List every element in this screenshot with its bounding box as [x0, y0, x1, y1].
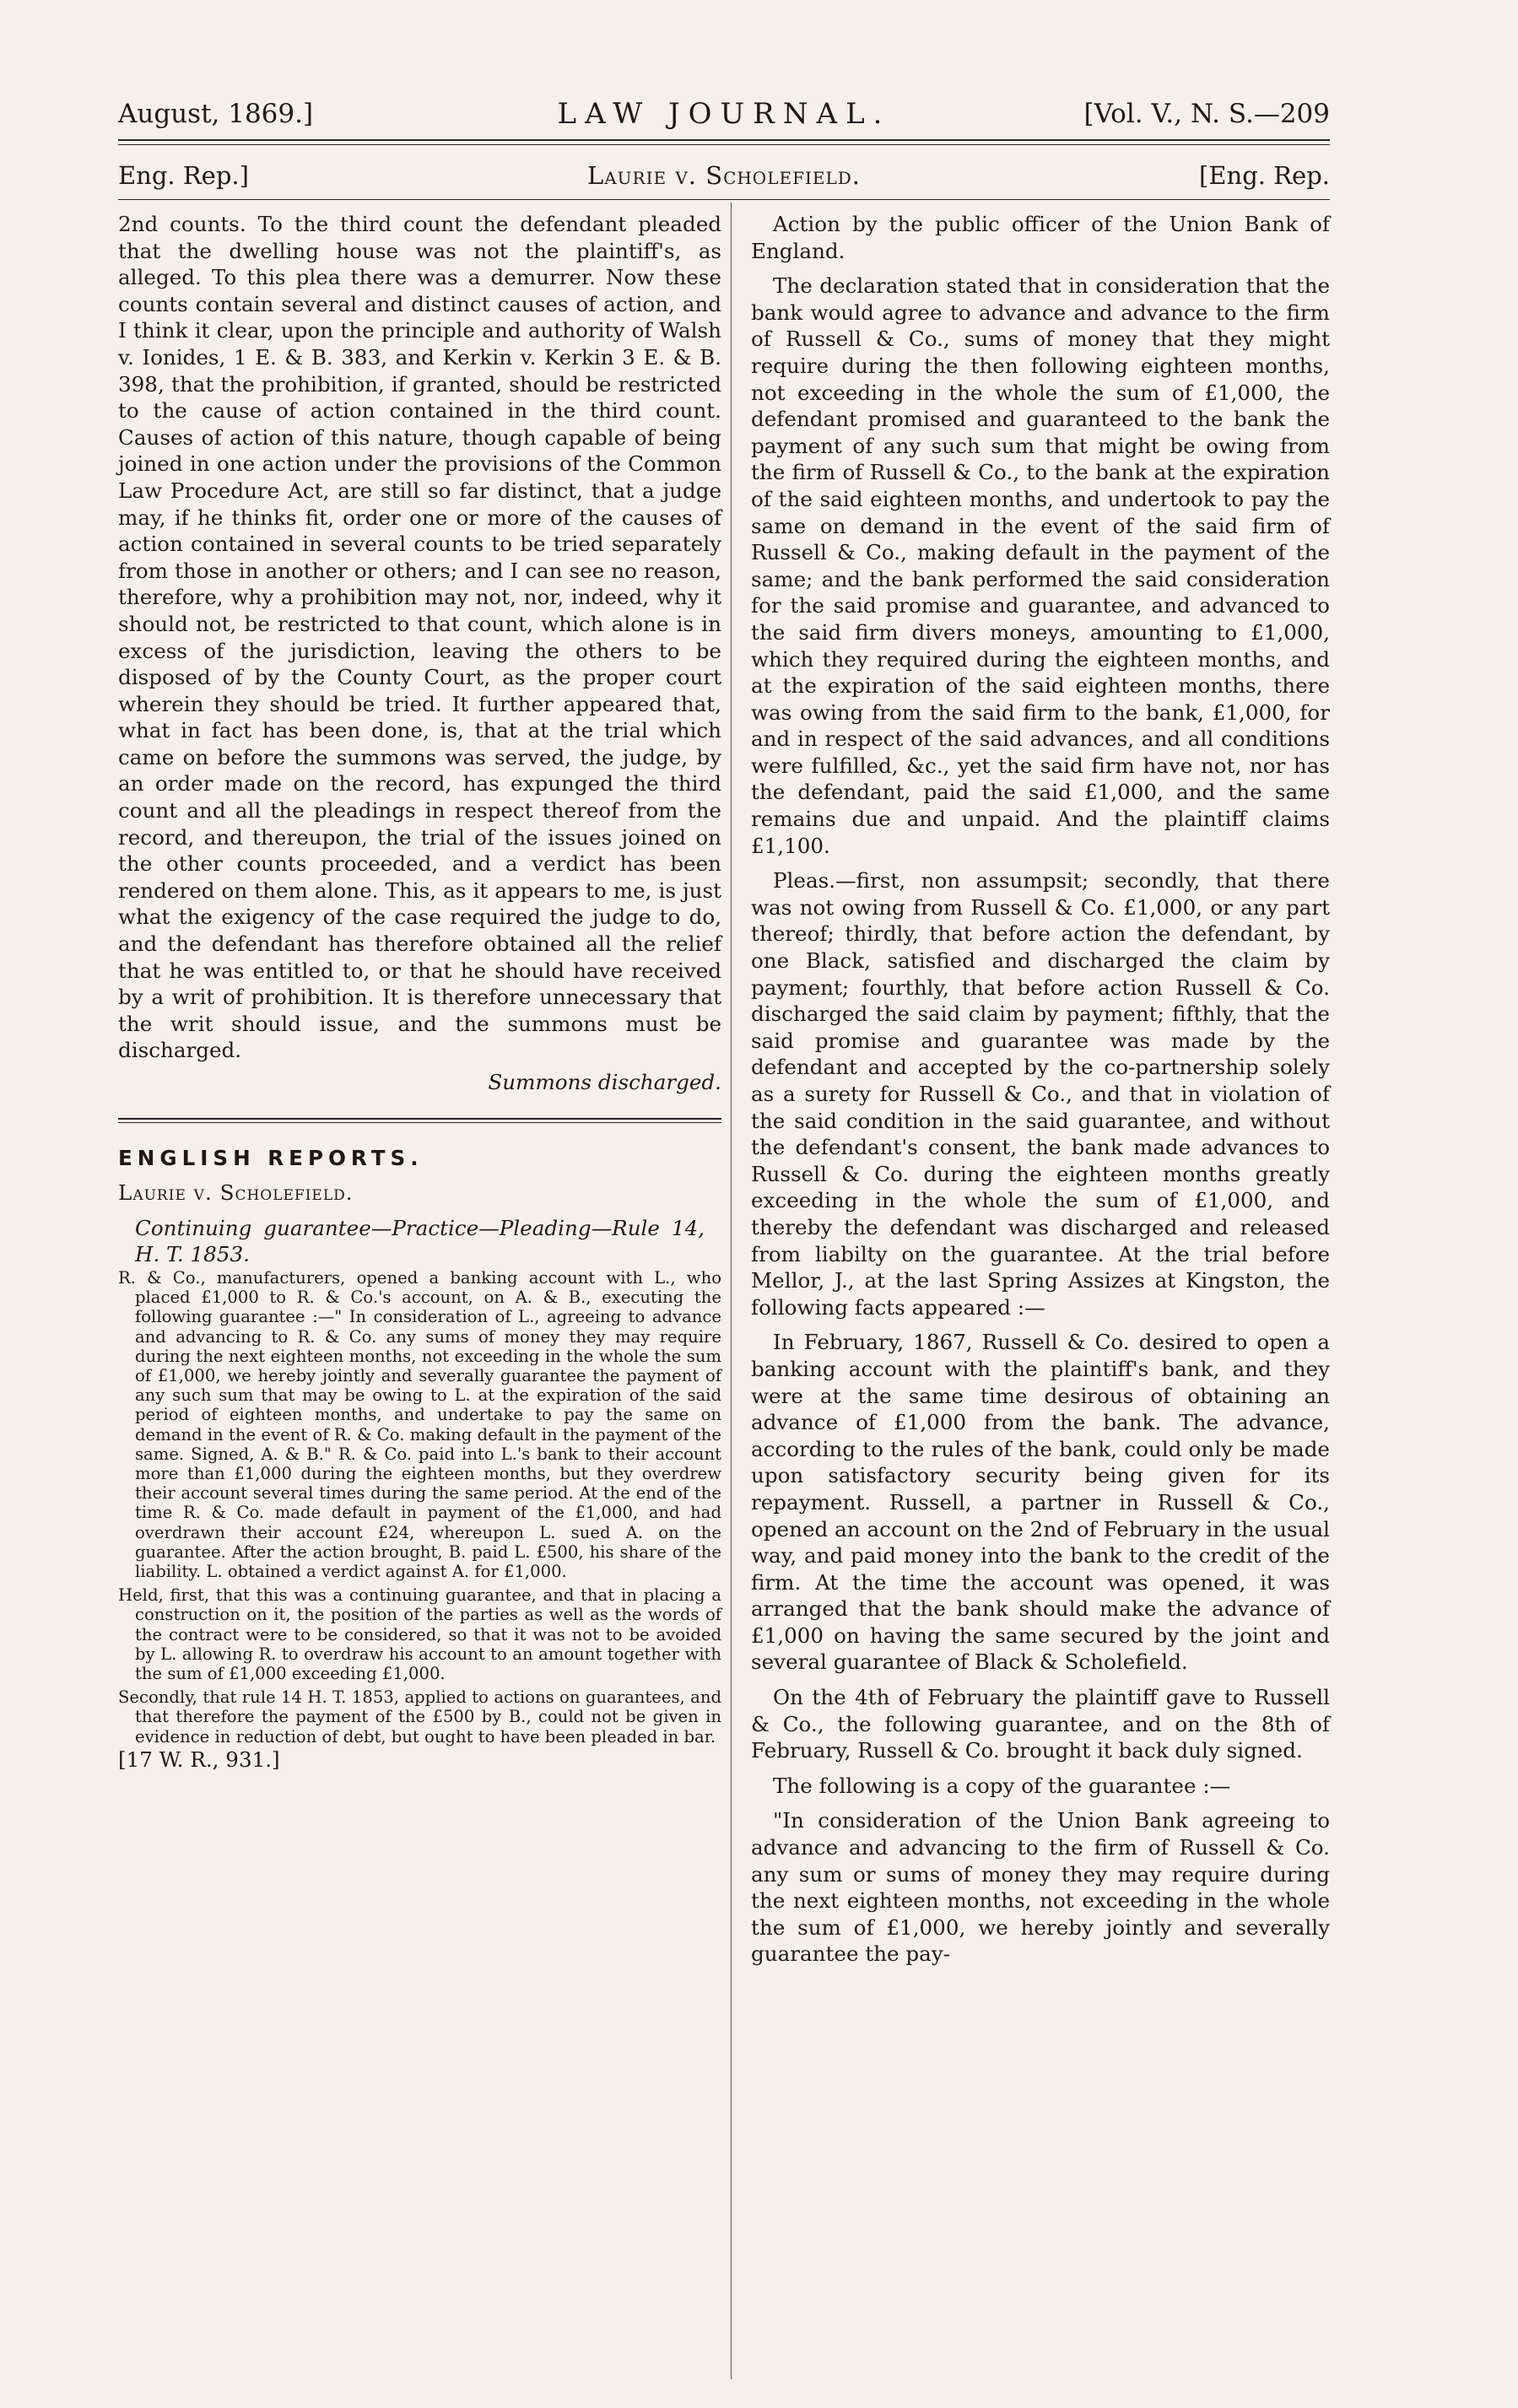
header-rule [118, 139, 1330, 141]
judgment-paragraph: 2nd counts. To the third count the defendant pleaded that the dwelling house was not the plaintiff's, as alleged. To this plea there was a demurrer. Now these counts contain several and distinct causes of action, and I think it clear, upon the principle and authority of Walsh v. Ionides, 1 E. & B. 383, and Kerkin v. Kerkin 3 E. & B. 398, that the prohibition, if granted, should be restricted to the cause of action contained in the third count. Causes of action of this nature, though capable of being joined in one action under the provisions of the Common Law Procedure Act, are still so far distinct, that a judge may, if he thinks fit, order one or more of the causes of action contained in several counts to be tried separately from those in another or others; and I can see no reason, therefore, why a prohibition may not, nor, indeed, why it should not, be restricted to that count, which alone is in excess of the jurisdiction, leaving the others to be disposed of by the County Court, as the proper court wherein they should be tried. It further appeared that, what in fact has been done, is, that at the trial which came on before the summons was served, the judge, by an order made on the record, has expunged the third count and all the pleadings in respect thereof from the record, and thereupon, the trial of the issues joined on the other counts proceeded, and a verdict has been rendered on them alone. This, as it appears to me, is just what the exigency of the case required the judge to do, and the defendant has therefore obtained all the relief that he was entitled to, or that he should have received by a writ of prohibition. It is therefore unnecessary that the writ should issue, and the summons must be discharged. [118, 212, 721, 1063]
sub-head [118, 157, 1330, 194]
subhead-rule [118, 199, 1330, 200]
body-paragraph: The following is a copy of the guarantee :— [773, 1773, 1231, 1798]
headnote-held: Held, first, that this was a continuing guarantee, and that in placing a construction on it, the position of the parties as well as the words of the contract were to be considered, so that it was not to be avoided by L. allowing R. to overdraw his account to an amount together with the sum of £1,000 exceeding £1,000. [118, 1585, 721, 1684]
section-title: ENGLISH REPORTS. [118, 1145, 424, 1170]
headnote-secondly: Secondly, that rule 14 H. T. 1853, applied to actions on guarantees, and that therefore the payment of the £500 by B., could not be given in evidence in reduction of debt, but ought to have been pleaded in bar. [118, 1687, 721, 1747]
left-column [118, 211, 721, 1773]
report-citation: [17 W. R., 931.] [118, 1747, 280, 1772]
judgment-result: Summons discharged. [488, 1070, 721, 1094]
case-title: Laurie v. Scholefield. [118, 1180, 354, 1206]
case-running-title: Laurie v. Scholefield. [586, 161, 861, 190]
body-paragraph: In February, 1867, Russell & Co. desired to open a banking account with the plaintiff's bank, and they were at the same time desirous of obtaining an advance of £1,000 from the bank. The advance, according to the rules of the bank, could only be made upon satisfactory security being given for its repayment. Russell, a partner in Russell & Co., opened an account on the 2nd of February in the usual way, and paid money into the bank to the credit of the firm. At the time the account was opened, it was arranged that the bank should make the advance of £1,000 on having the same secured by the joint and several guarantee of Black & Scholefield. [751, 1330, 1330, 1675]
issue-date: August, 1869.] [118, 99, 314, 129]
catchwords: Continuing guarantee—Practice—Pleading—Rule 14, H. T. 1853. [135, 1215, 705, 1267]
guarantee-quote: "In consideration of the Union Bank agreeing to advance and advancing to the firm of Russell & Co. any sum or sums of money they may require during the next eighteen months, not exceeding in the whole the sum of £1,000, we hereby jointly and severally guarantee the pay- [751, 1808, 1330, 1967]
body-paragraph: Action by the public officer of the Union Bank of England. [751, 212, 1330, 263]
headnote-facts: R. & Co., manufacturers, opened a banking account with L., who placed £1,000 to R. & Co.'s account, on A. & B., executing the following guarantee :—" In consideration of L., agreeing to advance and advancing to R. & Co. any sums of money they may require during the next eighteen months, not exceeding in the whole the sum of £1,000, we hereby jointly and severally guarantee the payment of any such sum that may be owing to L. at the expiration of the said period of eighteen months, and undertake to pay the same on demand in the event of R. & Co. making default in the payment of the same. Signed, A. & B." R. & Co. paid into L.'s bank to their account more than £1,000 during the eighteen months, but they overdrew their account several times during the same period. At the end of the time R. & Co. made default in payment of the £1,000, and had overdrawn their account £24, whereupon L. sued A. on the guarantee. After the action brought, B. paid L. £500, his share of the liability. L. obtained a verdict against A. for £1,000. [118, 1267, 721, 1582]
body-paragraph: Pleas.—first, non assumpsit; secondly, that there was not owing from Russell & Co. £1,000, or any part thereof; thirdly, that before action the defendant, by one Black, satisfied and discharged the claim by payment; fourthly, that before action Russell & Co. discharged the said claim by payment; fifthly, that the said promise and guarantee was made by the defendant and accepted by the co-partnership solely as a surety for Russell & Co., and that in violation of the said condition in the said guarantee, and without the defendant's consent, the bank made advances to Russell & Co. during the eighteen months greatly exceeding in the whole the sum of £1,000, and thereby the defendant was discharged and released from liabilty on the guarantee. At the trial before Mellor, J., at the last Spring Assizes at Kingston, the following facts appeared :— [751, 868, 1330, 1320]
right-column [751, 211, 1330, 1968]
section-rule-thin [118, 1122, 721, 1123]
section-label-right: [Eng. Rep. [1199, 161, 1330, 190]
header-rule-thin [118, 144, 1330, 145]
running-head [118, 94, 1330, 133]
section-label-left: Eng. Rep.] [118, 161, 249, 190]
headnote [118, 1268, 721, 1747]
volume-page: [Vol. V., N. S.—209 [1083, 99, 1330, 129]
column-divider [731, 202, 732, 2379]
journal-title: LAW JOURNAL. [557, 97, 891, 131]
body-paragraph: The declaration stated that in consideration that the bank would agree to advance and advance to the firm of Russell & Co., sums of money that they might require during the then following eighteen months, not exceeding in the whole the sum of £1,000, the defendant promised and guaranteed to the bank the payment of any such sum that might be owing from the firm of Russell & Co., to the bank at the expiration of the said eighteen months, and undertook to pay the same on demand in the event of the said firm of Russell & Co., making default in the payment of the same; and the bank performed the said consideration for the said promise and guarantee, and advanced to the said firm divers moneys, amounting to £1,000, which they required during the eighteen months, and at the expiration of the said eighteen months, there was owing from the said firm to the bank, £1,000, for and in respect of the said advances, and all conditions were fulfilled, &c., yet the said firm have not, nor has the defendant, paid the said £1,000, and the same remains due and unpaid. And the plaintiff claims £1,100. [751, 273, 1330, 858]
body-paragraph: On the 4th of February the plaintiff gave to Russell & Co., the following guarantee, and on the 8th of February, Russell & Co. brought it back duly signed. [751, 1685, 1330, 1763]
section-rule [118, 1118, 721, 1120]
